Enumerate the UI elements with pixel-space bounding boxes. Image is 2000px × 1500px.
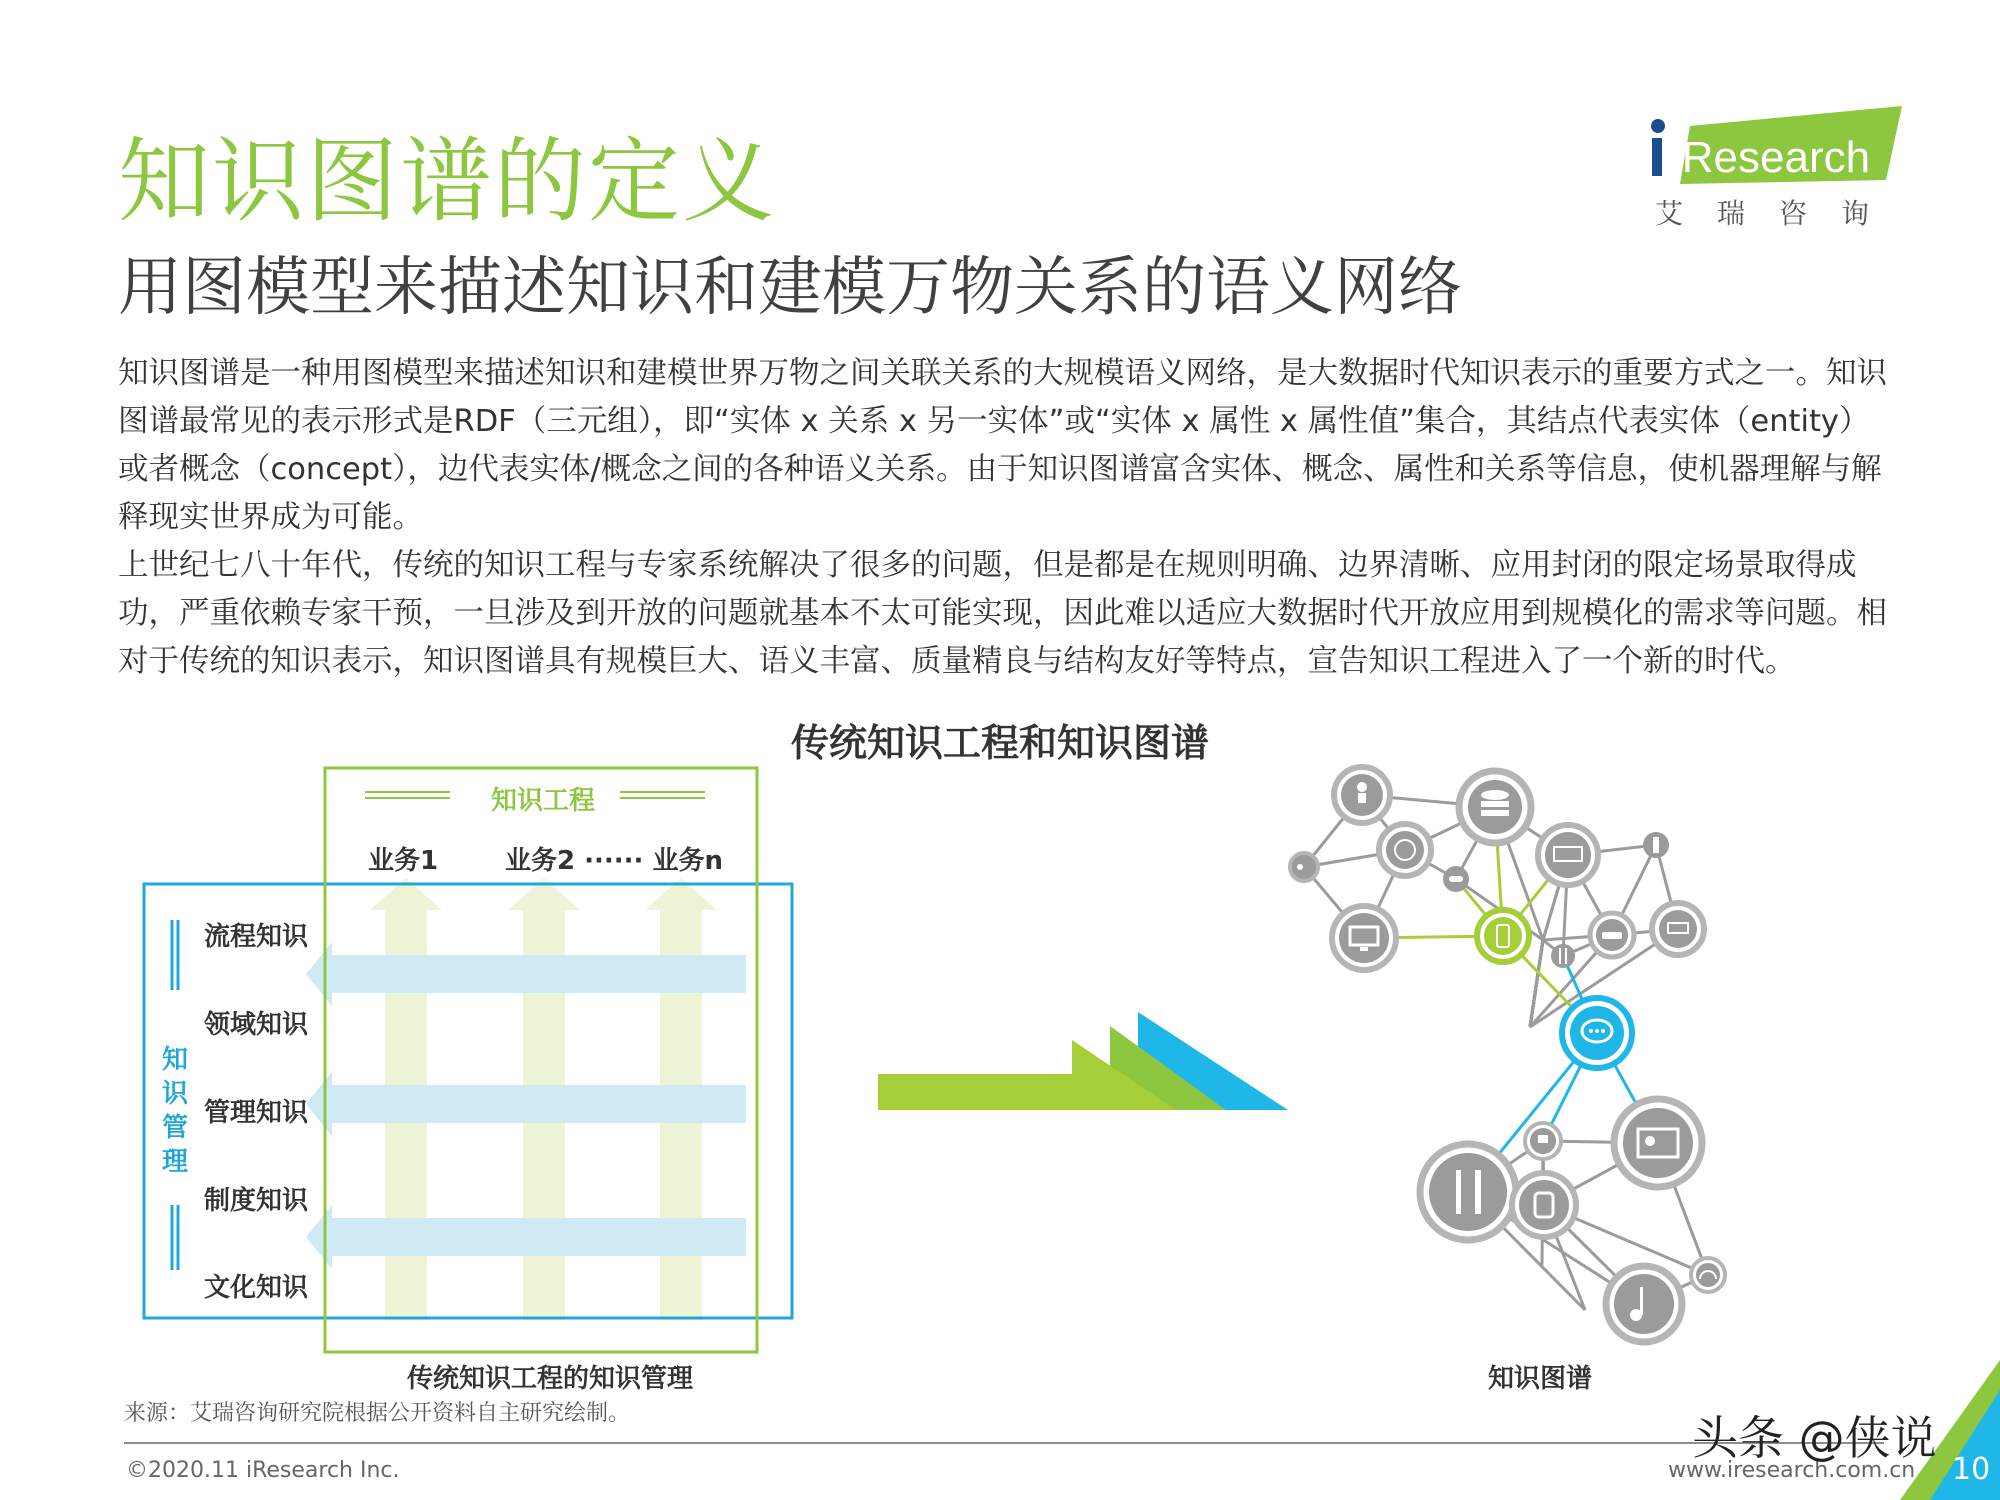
watermark: 头条 @侠说	[1692, 1411, 1937, 1465]
knowledge-management-vertical-label: 知 识 管 理	[161, 1045, 188, 1177]
mobile-phone-icon	[1477, 910, 1529, 962]
business-column-1: 业务1	[368, 846, 439, 876]
bottle-icon	[1643, 832, 1669, 858]
knowledge-graph	[1280, 755, 1820, 1355]
body-paragraph-1: 知识图谱是一种用图模型来描述知识和建模世界万物之间关联关系的大规模语义网络，是大数据时代知识表示的重要方式之一。知识图谱最常见的表示形式是RDF（三元组），即“实体 x 关系 x 另一实体”或“实体 x 属性 x 属性值”集合，其结点代表实体（entity）或者概念（concept），边代表实体/概念之间的各种语义关系。由于知识图谱富含实体、概念、属性和关系等信息，使机器理解与解释现实世界成为可能。	[118, 356, 1887, 535]
row-management-knowledge: 管理知识	[204, 1098, 309, 1128]
footer-divider	[124, 1442, 1884, 1444]
caption-knowledge-graph: 知识图谱	[1487, 1364, 1592, 1394]
gamepad-icon	[1443, 866, 1469, 892]
headphones-icon	[1691, 1258, 1725, 1292]
copyright: ©2020.11 iResearch Inc.	[126, 1458, 400, 1483]
logo-brand-text: iResearch	[1672, 133, 1871, 182]
row-institution-knowledge: 制度知识	[204, 1186, 309, 1216]
knowledge-engineering-label: 知识工程	[490, 786, 595, 816]
website-link[interactable]: www.iresearch.com.cn	[1668, 1458, 1916, 1483]
utensils-icon	[1551, 944, 1575, 968]
caption-traditional: 传统知识工程的知识管理	[406, 1364, 693, 1394]
chat-bubble-icon	[1562, 998, 1632, 1068]
row-domain-knowledge: 领域知识	[204, 1010, 309, 1040]
row-process-knowledge: 流程知识	[204, 922, 309, 952]
shopping-cart-icon	[1652, 903, 1704, 955]
body-text	[118, 350, 1898, 686]
fork-knife-icon	[1420, 1144, 1516, 1240]
page-subtitle: 用图模型来描述知识和建模万物关系的语义网络	[118, 251, 1462, 325]
globe-icon	[1379, 824, 1431, 876]
body-paragraph-2: 上世纪七八十年代，传统的知识工程与专家系统解决了很多的问题，但是都是在规则明确、边界清晰、应用封闭的限定场景取得成功，严重依赖专家干预，一旦涉及到开放的问题就基本不太可能实现，因此难以适应大数据时代开放应用到规模化的需求等问题。相对于传统的知识表示，知识图谱具有规模巨大、语义丰富、质量精良与结构友好等特点，宣告知识工程进入了一个新的时代。	[118, 548, 1887, 679]
business-column-2-n: 业务2 ······ 业务n	[505, 846, 723, 876]
transition-arrow	[878, 1012, 1292, 1152]
row-culture-knowledge: 文化知识	[204, 1273, 309, 1303]
source-note: 来源：艾瑞咨询研究院根据公开资料自主研究绘制。	[124, 1401, 631, 1426]
graph-edges	[1304, 795, 1708, 1310]
smartwatch-icon	[1512, 1173, 1576, 1237]
id-card-icon	[1614, 1099, 1702, 1187]
share-icon	[1290, 853, 1318, 881]
knowledge-arrows	[306, 942, 746, 1269]
music-note-icon	[1606, 1266, 1682, 1342]
diagram-title: 传统知识工程和知识图谱	[790, 721, 1209, 765]
car-icon	[1590, 913, 1634, 957]
hotel-icon	[1538, 825, 1598, 885]
page-number: 10	[1952, 1452, 1991, 1487]
logo-chinese-text: 艾瑞咨询	[1655, 197, 1904, 230]
monitor-icon	[1332, 906, 1396, 970]
trophy-icon	[1525, 1123, 1561, 1159]
page-title: 知识图谱的定义	[118, 128, 777, 235]
database-icon	[1459, 771, 1531, 843]
person-pin-icon	[1334, 767, 1390, 823]
